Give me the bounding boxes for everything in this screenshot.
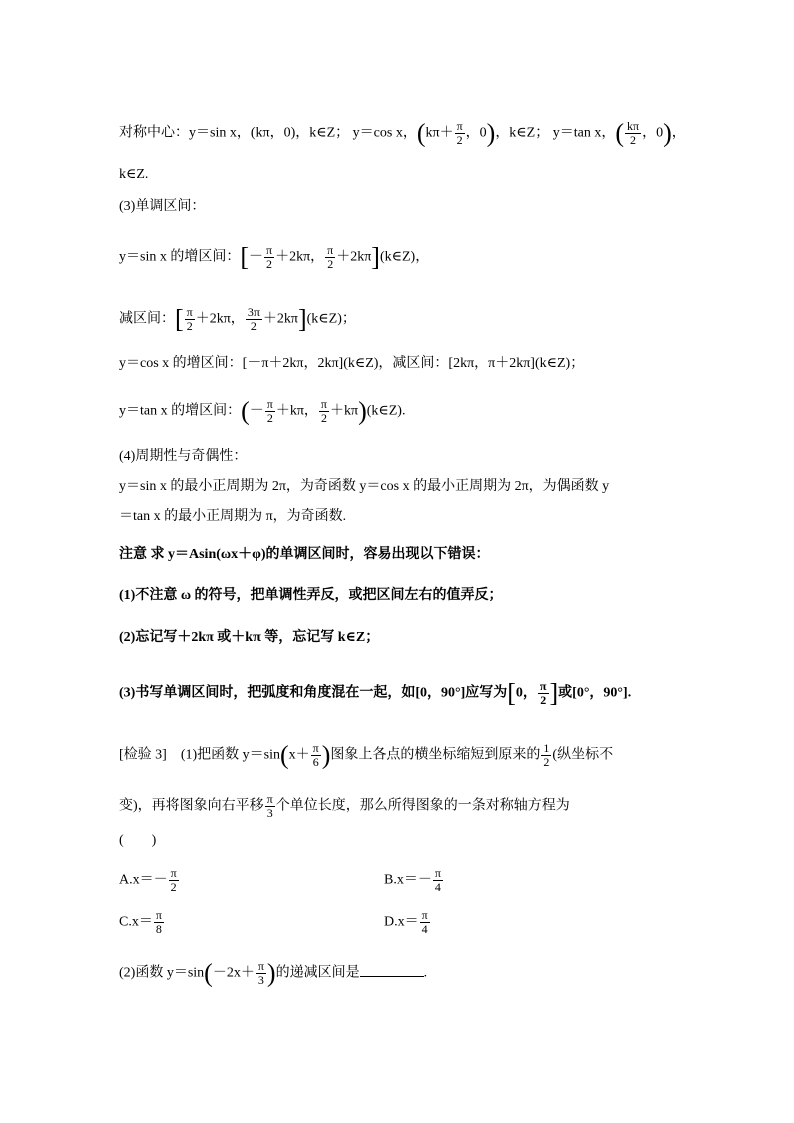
q1-c: 图象上各点的横坐标缩短到原来的	[330, 747, 541, 763]
sin-inc-c: ＋2kπ	[336, 249, 372, 265]
monotonic-heading: (3)单调区间：	[119, 199, 206, 214]
period-heading: (4)周期性与奇偶性：	[119, 449, 248, 464]
sin-inc-minus: －	[249, 249, 264, 265]
q1-a: [检验 3] (1)把函数 y＝sin	[119, 747, 280, 763]
fraction-pi-over-4: $\frac{\pi}{4}$	[421, 908, 428, 936]
note-item-3-c: 或[0°，90°].	[558, 685, 632, 701]
fraction-pi-over-6: $\frac{\pi}{6}$	[312, 741, 319, 769]
symmetry-tail: k∈Z.	[119, 167, 149, 182]
fraction-pi-over-3: $\frac{\pi}{3}$	[266, 792, 273, 820]
symmetry-label: 对称中心：	[119, 125, 189, 141]
note-item-3: (3)书写单调区间时，把弧度和角度混在一起，如[0，90°]应写为[0， $\frac{\pi}{2}$ ]或[0°，90°].	[119, 678, 632, 708]
fraction-pi-over-8: $\frac{\pi}{8}$	[155, 908, 162, 936]
q1-b: x＋	[288, 747, 310, 763]
fraction-pi-over-2: $\frac{\pi}{2}$	[456, 119, 463, 147]
fraction-pi-over-4: $\frac{\pi}{4}$	[434, 866, 441, 894]
answer-paren: ( )	[119, 833, 157, 848]
tan-prefix: y＝tan x，	[552, 125, 616, 141]
answer-blank[interactable]	[360, 962, 424, 977]
tan-center-b: ，0	[642, 125, 664, 141]
note-item-3-b: 0，	[515, 685, 537, 701]
sin-inc-suffix: (k∈Z)，	[379, 249, 430, 265]
fraction-3pi-over-2: $\frac{3\pi}{2}$	[247, 305, 260, 333]
tan-inc-suffix: (k∈Z).	[366, 403, 406, 419]
option-a-label: A.x＝－	[119, 872, 168, 888]
sin-inc-b: ＋2kπ，	[275, 249, 325, 265]
period-line-1: y＝sin x 的最小正周期为 2π，为奇函数 y＝cos x 的最小正周期为 2π，为偶函数 y	[119, 479, 610, 494]
option-b-label: B.x＝－	[384, 872, 432, 888]
q2-a: (2)函数 y＝sin	[119, 965, 205, 981]
note-item-1: (1)不注意 ω 的符号，把单调性弄反，或把区间左右的值弄反；	[119, 588, 503, 603]
q1-line2-b: 个单位长度，那么所得图象的一条对称轴方程为	[275, 798, 570, 814]
exercise-q1-line1: [检验 3] (1)把函数 y＝sin(x＋ $\frac{\pi}{6}$ )图象上各点的横坐标缩短到原来的 $\frac{1}{2}$ (纵坐标不	[119, 740, 614, 770]
q1-line2-a: 变)，再将图象向右平移	[119, 798, 264, 814]
note-item-2: (2)忘记写＋2kπ 或＋kπ 等，忘记写 k∈Z；	[119, 630, 380, 645]
fraction-pi-over-2: $\frac{\pi}{2}$	[320, 397, 327, 425]
option-d[interactable]	[384, 909, 431, 936]
fraction-pi-over-2: $\frac{\pi}{2}$	[327, 243, 334, 271]
sin-dec-suffix: (k∈Z)；	[306, 311, 356, 327]
cos-center-a: kπ＋	[425, 125, 454, 141]
q2-end: .	[423, 965, 428, 981]
sin-dec-c: ＋2kπ	[262, 311, 298, 327]
sin-dec-prefix: 减区间：	[119, 311, 175, 327]
cos-prefix: y＝cos x，	[352, 125, 417, 141]
option-d-label: D.x＝	[384, 914, 419, 930]
tan-inc-prefix: y＝tan x 的增区间：	[119, 403, 242, 419]
fraction-pi-over-2: $\frac{\pi}{2}$	[170, 866, 177, 894]
cos-interval-line: y＝cos x 的增区间：[－π＋2kπ，2kπ](k∈Z)，减区间：[2kπ，π＋2kπ](k∈Z)；	[119, 356, 585, 371]
q2-b: －2x＋	[212, 965, 255, 981]
sin-decreasing-line: 减区间：[ $\frac{\pi}{2}$ ＋2kπ， $\frac{3\pi}{2}$ ＋2kπ](k∈Z)；	[119, 304, 356, 334]
option-a[interactable]	[119, 867, 180, 894]
fraction-pi-over-3: $\frac{\pi}{3}$	[257, 959, 264, 987]
sin-inc-prefix: y＝sin x 的增区间：	[119, 249, 241, 265]
option-c[interactable]	[119, 909, 165, 936]
exercise-q2: (2)函数 y＝sin(－2x＋ $\frac{\pi}{3}$ )的递减区间是 .	[119, 958, 428, 988]
sin-center: (kπ，0)，k∈Z；	[250, 125, 350, 141]
cos-center-b: ，0	[465, 125, 487, 141]
tan-center-c: ，	[671, 125, 686, 141]
sin-dec-b: ＋2kπ，	[195, 311, 245, 327]
option-b[interactable]	[384, 867, 444, 894]
fraction-pi-over-2: $\frac{\pi}{2}$	[266, 397, 273, 425]
fraction-pi-over-2: $\frac{\pi}{2}$	[186, 305, 193, 333]
tan-inc-b: ＋kπ，	[275, 403, 318, 419]
fraction-pi-over-2: $\frac{\pi}{2}$	[539, 679, 547, 707]
fraction-kpi-over-2: $\frac{k\pi}{2}$	[627, 119, 640, 147]
cos-center-c: ，k∈Z；	[495, 125, 550, 141]
fraction-pi-over-2: $\frac{\pi}{2}$	[266, 243, 273, 271]
symmetry-line: 对称中心：y＝sin x，(kπ，0)，k∈Z； y＝cos x，(kπ＋ $\frac{\pi}{2}$ ，0)，k∈Z； y＝tan x，( $\frac{k\pi}{2}$ ，0)，	[119, 118, 686, 148]
period-line-2: ＝tan x 的最小正周期为 π，为奇函数.	[119, 509, 347, 524]
sin-prefix: y＝sin x，	[189, 125, 251, 141]
sin-increasing-line: y＝sin x 的增区间：[－ $\frac{\pi}{2}$ ＋2kπ， $\frac{\pi}{2}$ ＋2kπ](k∈Z)，	[119, 242, 430, 272]
tan-inc-c: ＋kπ	[329, 403, 359, 419]
tan-increasing-line: y＝tan x 的增区间：(－ $\frac{\pi}{2}$ ＋kπ， $\frac{\pi}{2}$ ＋kπ)(k∈Z).	[119, 396, 406, 426]
fraction-1-over-2: $\frac{1}{2}$	[543, 741, 550, 769]
option-c-label: C.x＝	[119, 914, 153, 930]
exercise-q1-line2	[119, 793, 570, 820]
tan-inc-minus: －	[249, 403, 264, 419]
q1-d: (纵坐标不	[552, 747, 614, 763]
note-title: 注意 求 y＝Asin(ωx＋φ)的单调区间时，容易出现以下错误：	[119, 547, 490, 562]
q2-c: 的递减区间是	[275, 965, 360, 981]
note-item-3-a: (3)书写单调区间时，把弧度和角度混在一起，如[0，90°]应写为	[119, 685, 508, 701]
